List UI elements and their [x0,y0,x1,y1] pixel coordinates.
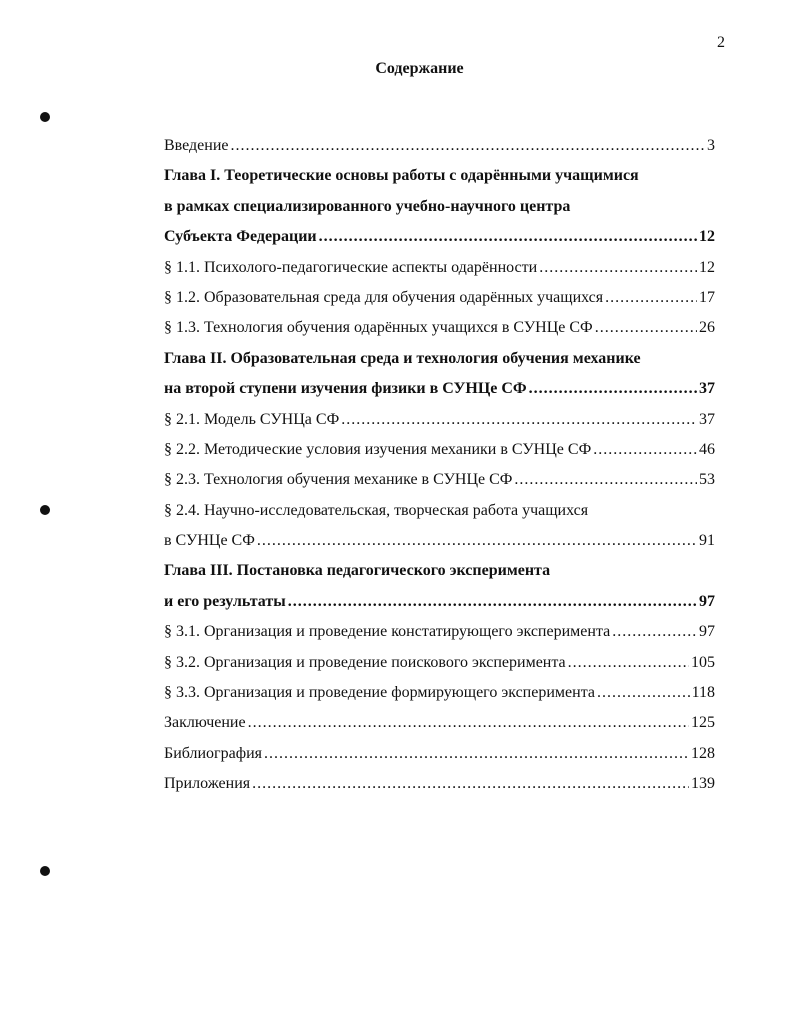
toc-entry-page: 118 [691,684,715,702]
toc-entry[interactable] [164,708,715,738]
toc-entry-page: 125 [691,714,715,732]
toc-entry-page: 12 [699,228,715,246]
toc-entry[interactable] [164,313,715,343]
toc-entry[interactable] [164,769,715,799]
toc-entry-text: на второй ступени изучения физики в СУНЦе СФ [164,380,527,398]
toc-entry[interactable] [164,192,715,222]
toc-dot-leader [248,708,689,738]
toc-entry-text: Введение [164,137,229,154]
toc-entry-text: Библиография [164,744,262,762]
toc-entry-page: 97 [699,623,715,641]
toc-entry-text: в рамках специализированного учебно-научного центра [164,197,571,215]
toc-entry-text: § 2.4. Научно-исследовательская, творческая работа учащихся [164,501,589,519]
toc-entry-text: Глава II. Образовательная среда и технология обучения механике [164,349,641,367]
toc-entry[interactable] [164,739,715,769]
toc-dot-leader [264,739,689,769]
toc-entry-page: 105 [691,653,715,671]
toc-entry-page: 97 [699,592,715,610]
toc-entry-page: 91 [699,532,715,550]
toc-entry-text: Глава I. Теоретические основы работы с одарёнными учащимися [164,167,639,185]
toc-dot-leader [252,769,689,799]
toc-dot-leader [568,648,689,678]
toc-entry-page: 12 [699,258,715,276]
toc-entry-text: и его результаты [164,592,286,610]
toc-entry-text: § 2.2. Методические условия изучения механики в СУНЦе СФ [164,440,592,458]
punch-hole-mark-bottom [40,866,50,876]
toc-entry-page: 3 [707,137,715,154]
page-number: 2 [717,34,725,51]
toc-entry[interactable] [164,161,715,191]
toc-dot-leader [319,222,697,252]
toc-entry-text: § 2.1. Модель СУНЦа СФ [164,410,340,428]
toc-dot-leader [257,526,697,556]
toc-entry-page: 17 [699,288,715,306]
toc-dot-leader [231,131,706,161]
toc-entry-text: Субъекта Федерации [164,228,317,246]
toc-entry[interactable] [164,496,715,526]
toc-entry-text: Заключение [164,714,246,732]
table-of-contents [164,131,715,800]
toc-entry-page: 26 [699,319,715,337]
toc-dot-leader [597,678,690,708]
toc-entry[interactable] [164,344,715,374]
toc-dot-leader [529,374,697,404]
toc-entry[interactable] [164,526,715,556]
toc-entry[interactable] [164,617,715,647]
toc-entry[interactable] [164,131,715,161]
toc-entry-text: § 1.1. Психолого-педагогические аспекты одарённости [164,258,538,276]
toc-entry[interactable] [164,374,715,404]
toc-dot-leader [341,405,697,435]
toc-entry[interactable] [164,435,715,465]
toc-dot-leader [539,253,697,283]
toc-entry[interactable] [164,556,715,586]
toc-entry[interactable] [164,678,715,708]
toc-entry-text: Глава III. Постановка педагогического эксперимента [164,562,551,580]
toc-dot-leader [605,283,697,313]
toc-entry-text: § 3.2. Организация и проведение поискового эксперимента [164,653,566,671]
toc-entry-page: 139 [691,775,715,793]
toc-entry-page: 37 [699,410,715,428]
toc-dot-leader [288,587,697,617]
toc-dot-leader [612,617,697,647]
toc-entry-text: § 1.3. Технология обучения одарённых учащихся в СУНЦе СФ [164,319,593,337]
toc-entry-text: § 1.2. Образовательная среда для обучения одарённых учащихся [164,288,604,306]
toc-entry[interactable] [164,253,715,283]
toc-entry[interactable] [164,465,715,495]
toc-entry-text: в СУНЦе СФ [164,532,255,550]
toc-dot-leader [593,435,697,465]
toc-entry-page: 128 [691,744,715,762]
toc-entry-text: § 3.3. Организация и проведение формирующего эксперимента [164,684,595,702]
toc-entry[interactable] [164,587,715,617]
toc-dot-leader [514,465,697,495]
toc-dot-leader [595,313,697,343]
toc-entry-page: 53 [699,471,715,489]
toc-entry-text: § 3.1. Организация и проведение констатирующего эксперимента [164,623,611,641]
toc-entry-text: Приложения [164,775,251,793]
toc-entry-page: 46 [699,440,715,458]
toc-entry-text: § 2.3. Технология обучения механике в СУНЦе СФ [164,471,513,489]
toc-entry-page: 37 [699,380,715,398]
punch-hole-mark-middle [40,505,50,515]
page-title: Содержание [375,60,464,77]
toc-entry[interactable] [164,405,715,435]
toc-entry[interactable] [164,648,715,678]
punch-hole-mark-top [40,112,50,122]
toc-entry[interactable] [164,283,715,313]
toc-entry[interactable] [164,222,715,252]
